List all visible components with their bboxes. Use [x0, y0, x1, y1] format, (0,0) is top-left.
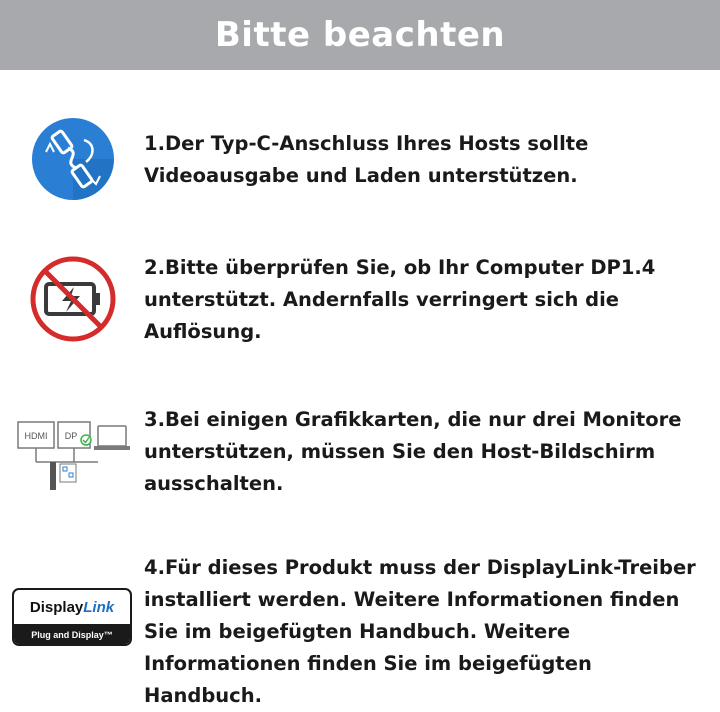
- usb-c-cable-icon: [32, 118, 114, 204]
- note-text-3: 3.Bei einigen Grafikkarten, die nur drei Monitore unterstützen, müssen Sie den Host-Bildschirm ausschalten.: [144, 408, 682, 495]
- monitor-setup-icon: [14, 416, 134, 500]
- no-charging-battery-icon: [28, 254, 118, 348]
- hdmi-label: HDMI: [24, 431, 48, 441]
- page-title: Bitte beachten: [214, 15, 506, 55]
- page-header: [0, 0, 720, 70]
- logo-tagline: Plug and Display™: [14, 624, 130, 646]
- logo-brand-b: Link: [83, 598, 115, 616]
- note-item-2: [0, 252, 720, 352]
- note-text-2: 2.Bitte überprüfen Sie, ob Ihr Computer DP1.4 unterstützt. Andernfalls verringert sich die Auflösung.: [144, 256, 656, 343]
- displaylink-logo-icon: [12, 588, 132, 646]
- note-item-4: [0, 552, 720, 707]
- dp-label: DP: [64, 431, 78, 441]
- note-text-1: 1.Der Typ-C-Anschluss Ihres Hosts sollte Videoausgabe und Laden unterstützen.: [144, 132, 589, 187]
- note-item-1: [0, 118, 720, 208]
- note-text-4: 4.Für dieses Produkt muss der DisplayLink-Treiber installiert werden. Weitere Informationen finden Sie im beigefügten Handbuch. Weitere Informationen finden Sie im beigefügten Handbuch.: [144, 556, 696, 707]
- logo-brand-a: Display: [29, 598, 84, 616]
- note-item-3: [0, 404, 720, 504]
